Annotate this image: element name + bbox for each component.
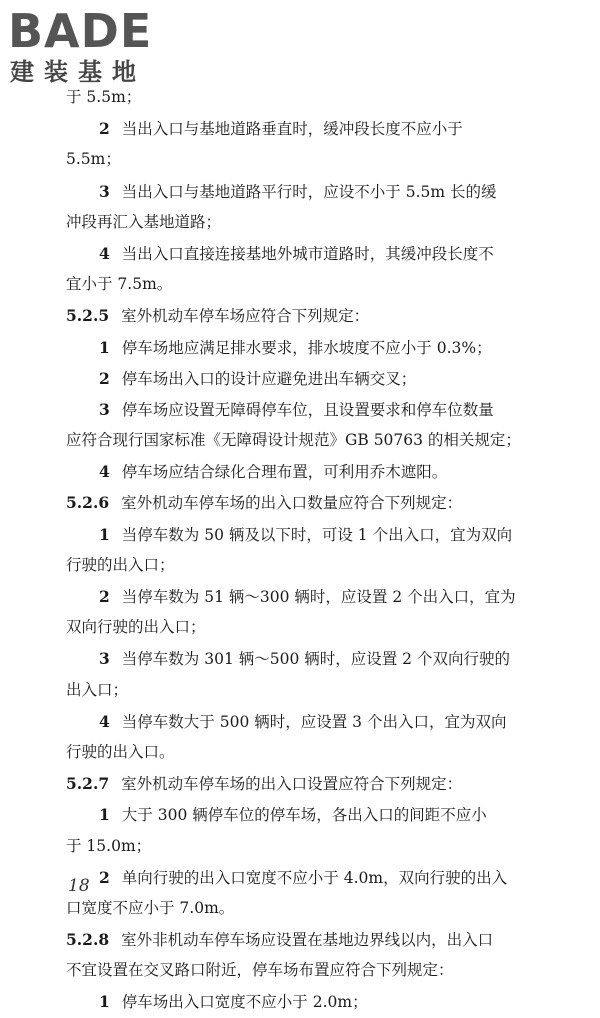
page-body (66, 82, 550, 1018)
list-item: 3 当停车数为 301 辆～500 辆时，应设置 2 个双向行驶的 (99, 649, 510, 669)
text-line: 于 5.5m； (66, 88, 142, 106)
item-number: 4 (99, 711, 110, 731)
text-line: 行驶的出入口； (66, 555, 175, 574)
list-item: 1 当停车数为 50 辆及以下时，可设 1 个出入口，宜为双向 (99, 524, 513, 544)
item-number: 3 (99, 649, 110, 669)
list-item: 1 大于 300 辆停车位的停车场，各出入口的间距不应小 (99, 805, 487, 825)
text-line: 应符合现行国家标准《无障碍设计规范》GB 50763 的相关规定； (66, 431, 521, 450)
text-line: 口宽度不应小于 7.0m。 (66, 898, 235, 917)
item-number: 3 (99, 399, 110, 419)
logo-subtitle: 建装基地 (10, 58, 146, 86)
item-number: 2 (99, 587, 110, 606)
text-line: 不宜设置在交叉路口附近，停车场布置应符合下列规定： (66, 961, 454, 980)
text-line: 双向行驶的出入口； (66, 618, 206, 637)
item-number: 1 (99, 524, 110, 544)
page-number: 18 (68, 876, 90, 896)
item-number: 1 (99, 337, 110, 357)
item-number: 1 (99, 805, 110, 825)
list-item: 1 停车场地应满足排水要求，排水坡度不应小于 0.3%； (99, 337, 492, 357)
clause-heading: 5.2.5 室外机动车停车场应符合下列规定： (66, 306, 370, 326)
clause-number: 5.2.5 (66, 306, 110, 326)
list-item: 4 当出入口直接连接基地外城市道路时，其缓冲段长度不 (99, 243, 494, 263)
list-item: 3 停车场应设置无障碍停车位，且设置要求和停车位数量 (99, 399, 494, 419)
list-item: 1 停车场出入口宽度不应小于 2.0m； (99, 992, 368, 1012)
clause-number: 5.2.6 (66, 493, 110, 513)
item-number: 2 (99, 867, 110, 887)
text-line: 宜小于 7.5m。 (66, 275, 173, 294)
publisher-logo (8, 6, 178, 86)
list-item: 2 当出入口与基地道路垂直时，缓冲段长度不应小于 (99, 119, 463, 139)
item-number: 1 (99, 992, 110, 1012)
text-line: 于 15.0m； (66, 836, 152, 855)
clause-number: 5.2.7 (66, 774, 110, 794)
text-line: 5.5m； (66, 150, 121, 169)
item-number: 3 (99, 181, 110, 201)
list-item: 2 停车场出入口的设计应避免进出车辆交叉； (99, 368, 417, 388)
list-item: 4 当停车数大于 500 辆时，应设置 3 个出入口，宜为双向 (99, 711, 507, 731)
text-line: 行驶的出入口。 (66, 742, 175, 761)
item-number: 4 (99, 462, 110, 482)
item-number: 4 (99, 243, 110, 263)
list-item: 3 当出入口与基地道路平行时，应设不小于 5.5m 长的缓 (99, 181, 497, 201)
item-number: 2 (99, 368, 110, 388)
text-line: 冲段再汇入基地道路； (66, 212, 222, 231)
clause-heading: 5.2.8 室外非机动车停车场应设置在基地边界线以内，出入口 (66, 930, 494, 950)
clause-heading: 5.2.7 室外机动车停车场的出入口设置应符合下列规定： (66, 774, 463, 794)
clause-heading: 5.2.6 室外机动车停车场的出入口数量应符合下列规定： (66, 493, 463, 513)
item-number: 2 (99, 119, 110, 139)
list-item: 2 单向行驶的出入口宽度不应小于 4.0m，双向行驶的出入 (99, 867, 508, 887)
text-line: 出入口； (66, 680, 129, 699)
list-item: 2 当停车数为 51 辆～300 辆时，应设置 2 个出入口，宜为 (99, 587, 516, 606)
logo-wordmark: BADE (8, 4, 153, 58)
clause-number: 5.2.8 (66, 930, 110, 950)
list-item: 4 停车场应结合绿化合理布置，可利用乔木遮阳。 (99, 462, 448, 482)
